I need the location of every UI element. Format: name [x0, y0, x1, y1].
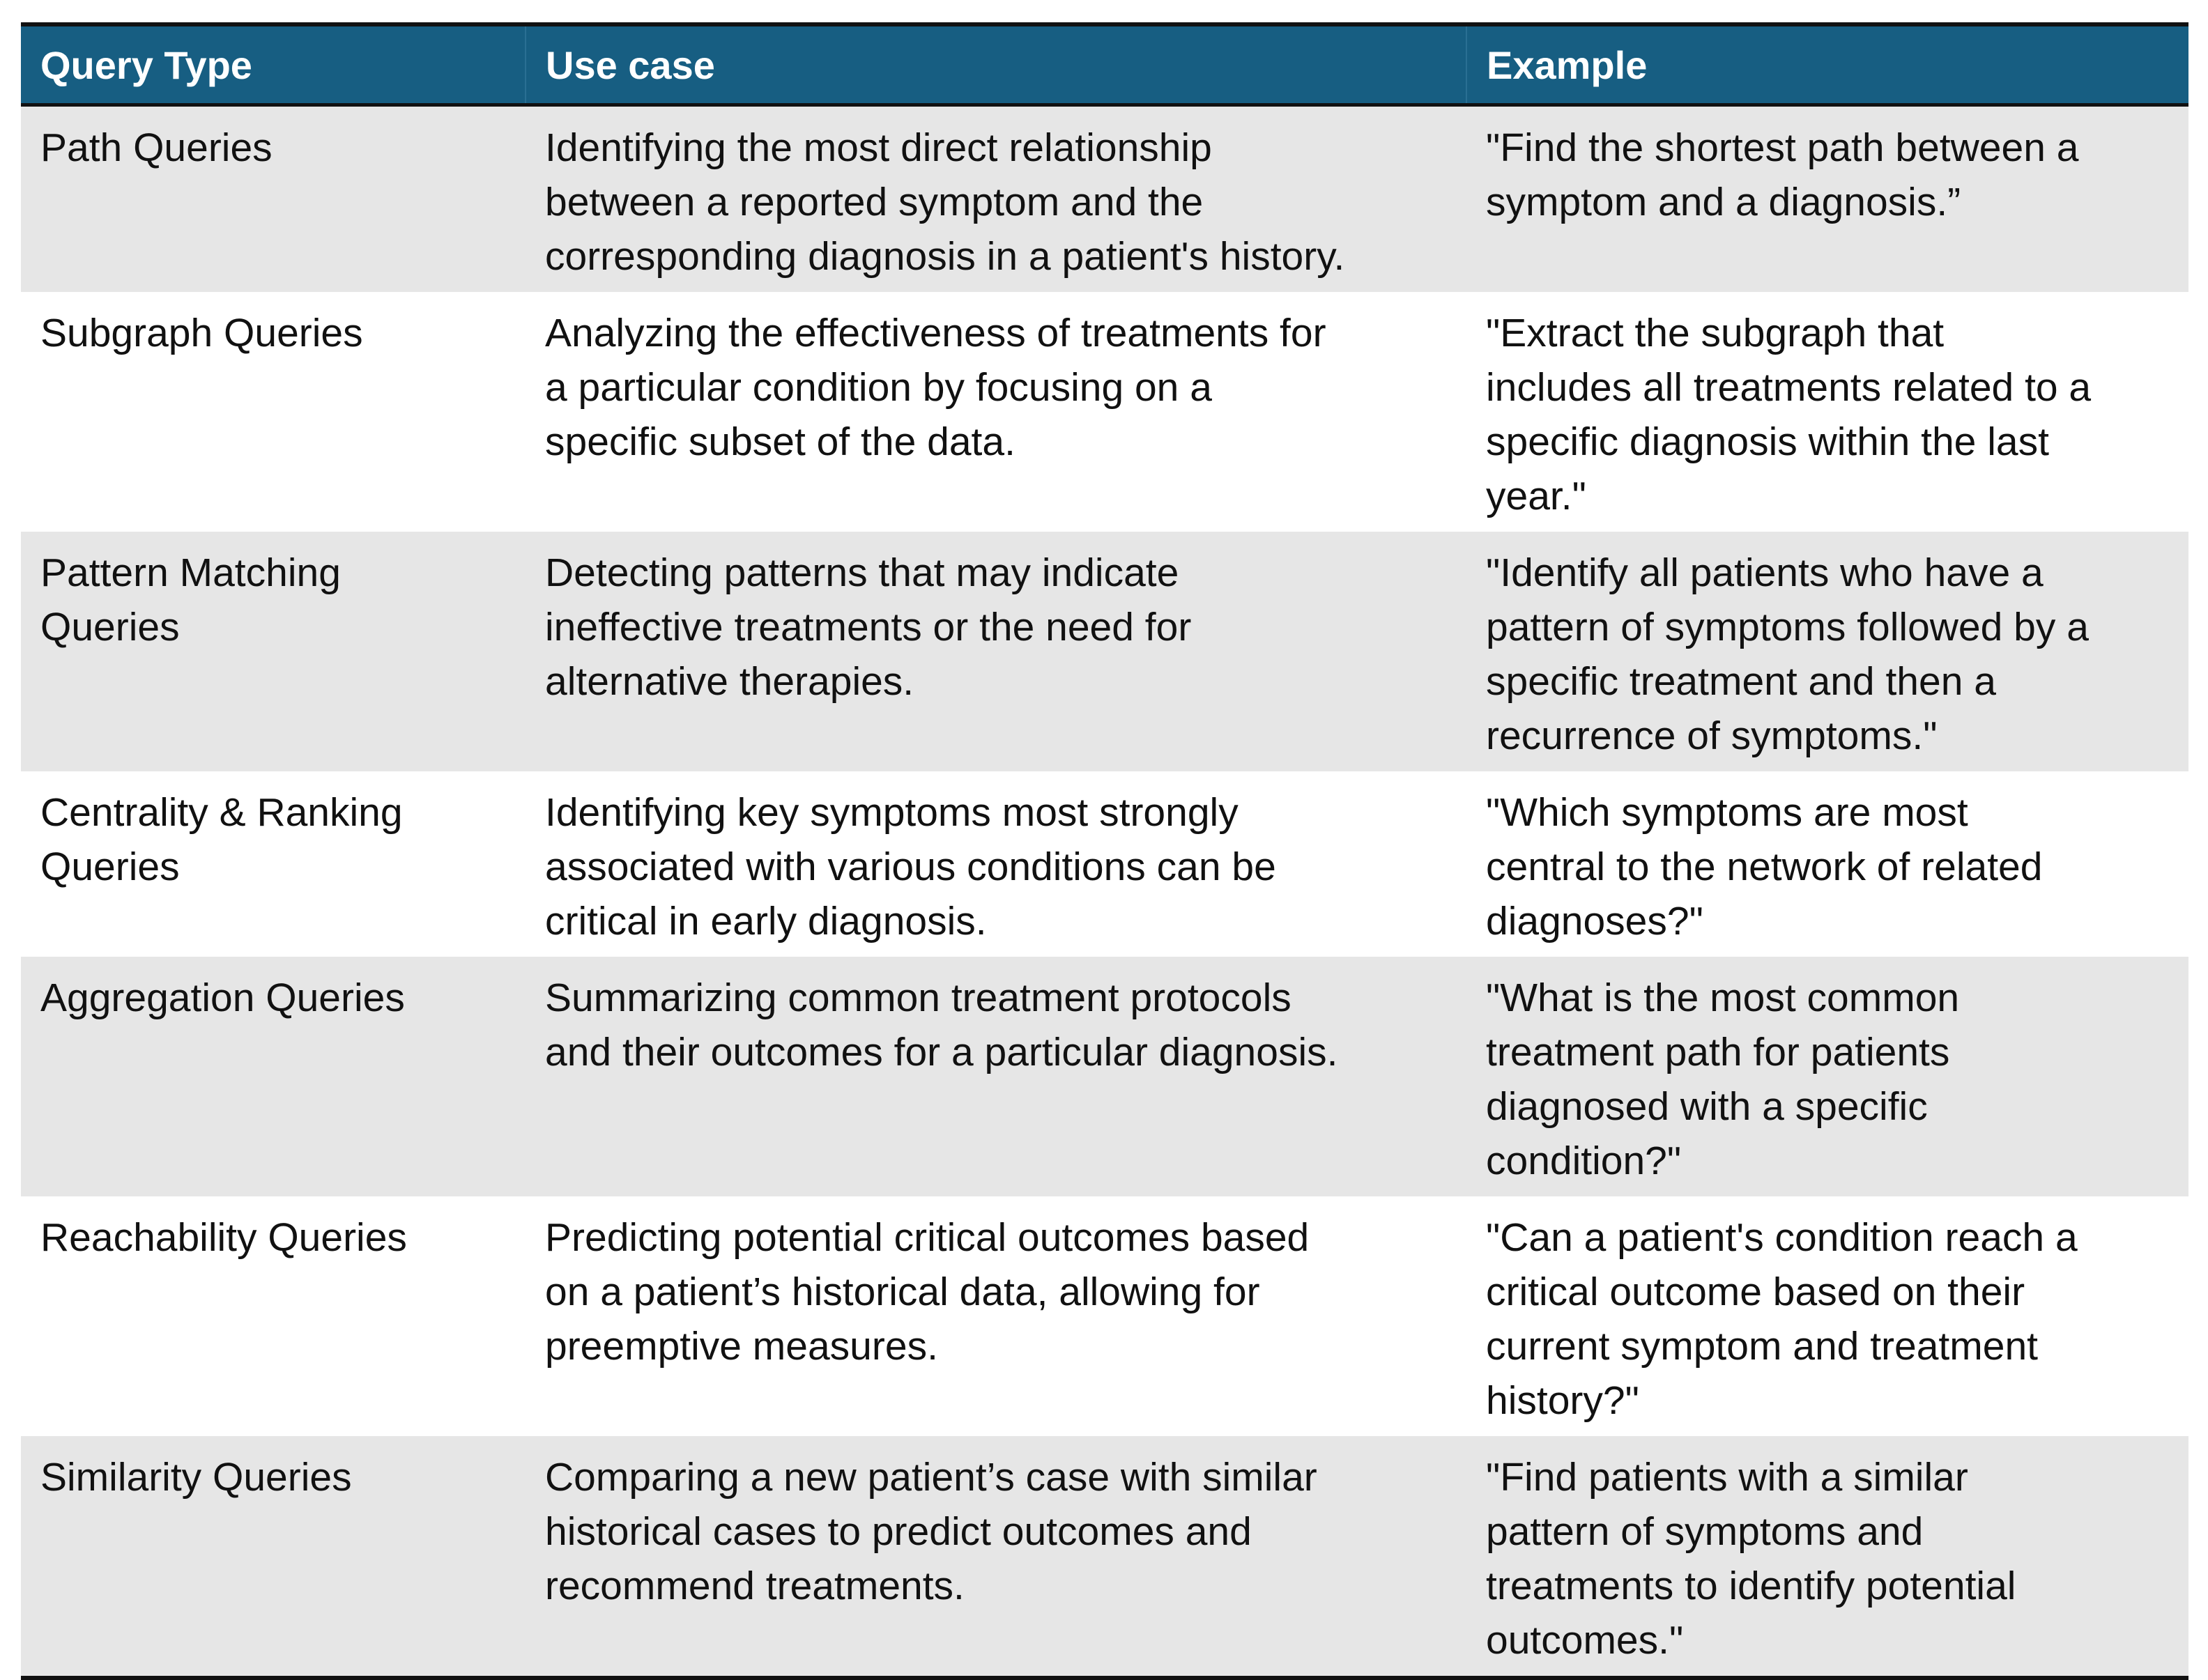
cell-example: "Find the shortest path between a symptom and a diagnosis.” — [1466, 105, 2188, 293]
cell-query-type: Centrality & Ranking Queries — [21, 771, 526, 957]
cell-query-type: Similarity Queries — [21, 1436, 526, 1678]
cell-use-case: Identifying key symptoms most strongly associated with various conditions can be critical in early diagnosis. — [526, 771, 1466, 957]
table-row — [21, 957, 2188, 1196]
table-row — [21, 771, 2188, 957]
header-query-type: Query Type — [21, 24, 526, 105]
table-row — [21, 532, 2188, 771]
table-row — [21, 292, 2188, 532]
cell-example: "Which symptoms are most central to the network of related diagnoses?" — [1466, 771, 2188, 957]
query-types-table-container — [21, 22, 2188, 1680]
table-row — [21, 1196, 2188, 1436]
header-example: Example — [1466, 24, 2188, 105]
cell-example: "Extract the subgraph that includes all treatments related to a specific diagnosis within the last year." — [1466, 292, 2188, 532]
table-row — [21, 1436, 2188, 1678]
header-use-case: Use case — [526, 24, 1466, 105]
cell-query-type: Path Queries — [21, 105, 526, 293]
cell-use-case: Identifying the most direct relationship between a reported symptom and the corresponding diagnosis in a patient's history. — [526, 105, 1466, 293]
cell-query-type: Subgraph Queries — [21, 292, 526, 532]
table-body — [21, 105, 2188, 1679]
query-types-table — [21, 22, 2188, 1680]
cell-query-type: Aggregation Queries — [21, 957, 526, 1196]
cell-query-type: Pattern Matching Queries — [21, 532, 526, 771]
cell-use-case: Summarizing common treatment protocols and their outcomes for a particular diagnosis. — [526, 957, 1466, 1196]
cell-use-case: Comparing a new patient’s case with similar historical cases to predict outcomes and recommend treatments. — [526, 1436, 1466, 1678]
table-header — [21, 24, 2188, 105]
cell-example: "What is the most common treatment path for patients diagnosed with a specific condition?" — [1466, 957, 2188, 1196]
cell-query-type: Reachability Queries — [21, 1196, 526, 1436]
cell-use-case: Analyzing the effectiveness of treatments for a particular condition by focusing on a specific subset of the data. — [526, 292, 1466, 532]
cell-example: "Can a patient's condition reach a critical outcome based on their current symptom and treatment history?" — [1466, 1196, 2188, 1436]
header-row — [21, 24, 2188, 105]
table-row — [21, 105, 2188, 293]
cell-use-case: Predicting potential critical outcomes based on a patient’s historical data, allowing for preemptive measures. — [526, 1196, 1466, 1436]
cell-example: "Identify all patients who have a pattern of symptoms followed by a specific treatment and then a recurrence of symptoms." — [1466, 532, 2188, 771]
cell-example: "Find patients with a similar pattern of symptoms and treatments to identify potential outcomes." — [1466, 1436, 2188, 1678]
cell-use-case: Detecting patterns that may indicate ineffective treatments or the need for alternative therapies. — [526, 532, 1466, 771]
